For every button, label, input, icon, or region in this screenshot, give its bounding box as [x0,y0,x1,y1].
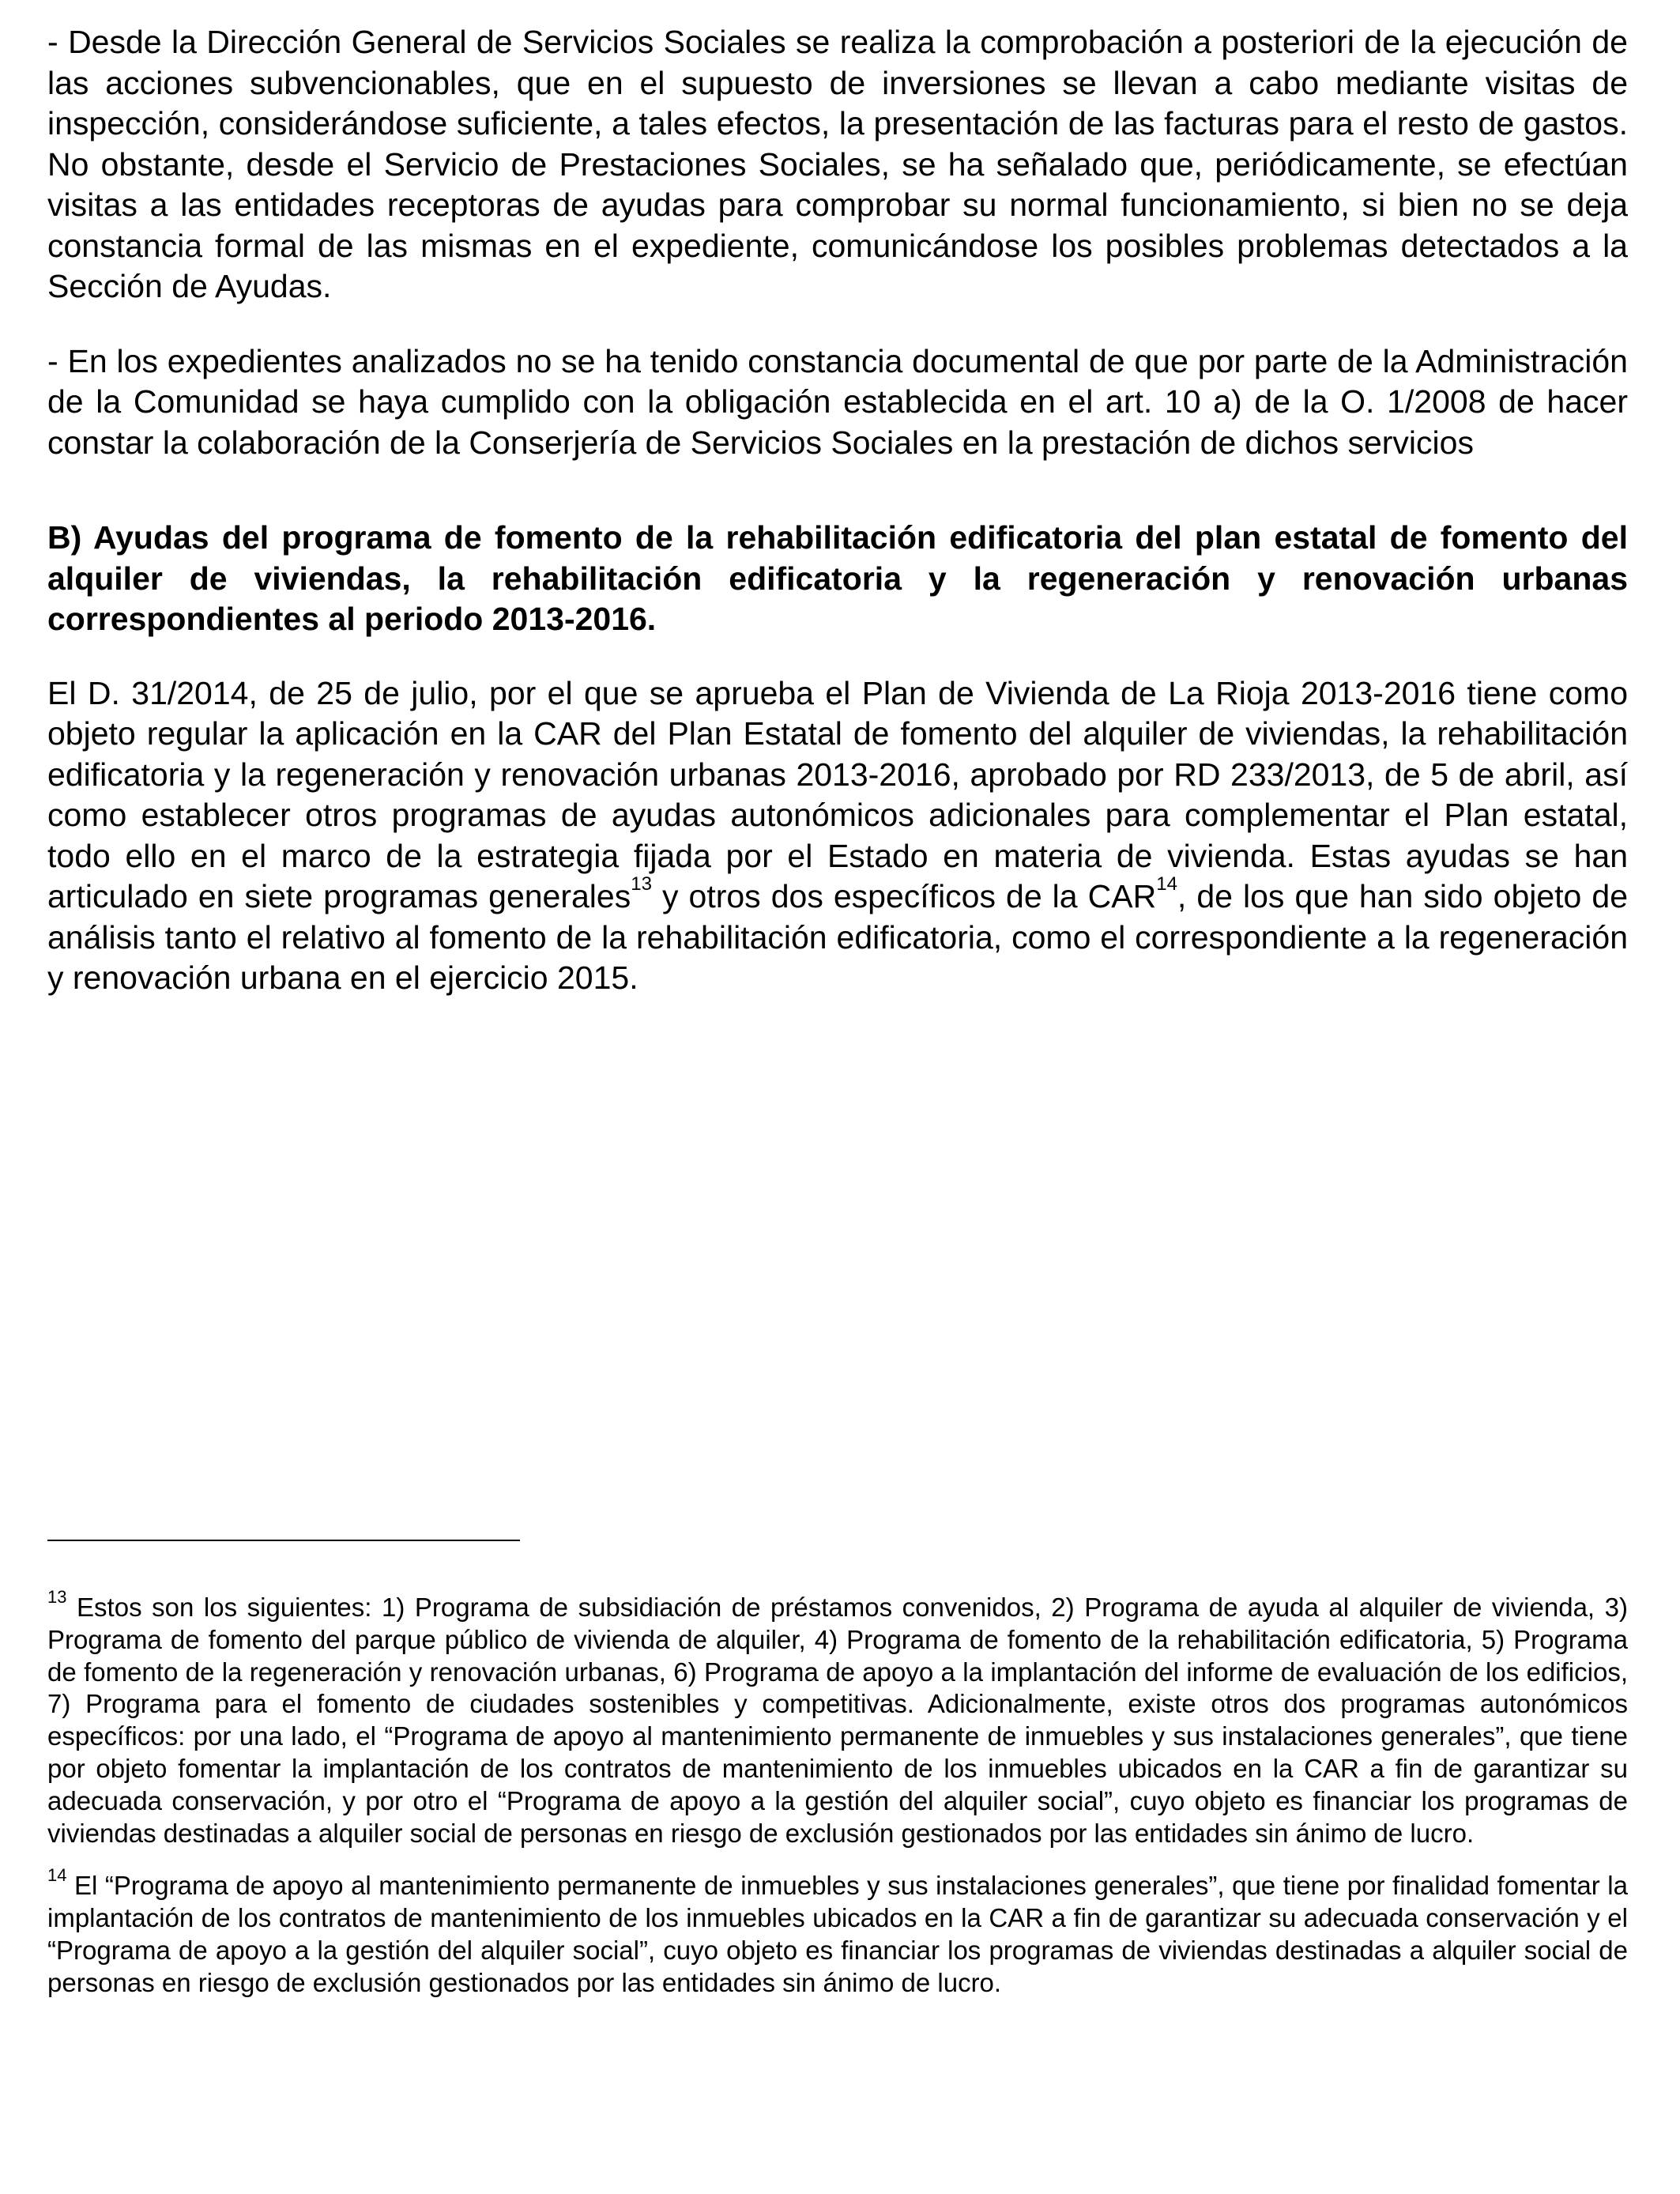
paragraph-plan-vivienda-text-2: y otros dos específicos de la CAR [651,878,1157,914]
footnote-13 [47,1587,1628,1849]
document-body [47,22,1628,999]
footnote-reference-13[interactable]: 13 [631,873,652,895]
footnote-reference-14[interactable]: 14 [1156,873,1177,895]
section-heading-b: B) Ayudas del programa de fomento de la rehabilitación edificatoria del plan estatal de fomento del alquiler de viviendas, la rehabilitación edificatoria y la regeneración y renovación urbanas correspondientes al periodo 2013-2016. [47,519,1628,637]
paragraph-collaboration: - En los expedientes analizados no se ha tenido constancia documental de que por parte de la Administración de la Comunidad se haya cumplido con la obligación establecida en el art. 10 a) de la O. 1/2008 de hacer constar la colaboración de la Conserjería de Servicios Sociales en la prestación de dichos servicios [47,342,1628,461]
footnotes-section [47,1540,1628,2000]
footnote-text: El “Programa de apoyo al mantenimiento permanente de inmuebles y sus instalaciones generales”, que tiene por finalidad fomentar la implantación de los contratos de mantenimiento de los inmuebles ubicados en la CAR a fin de garantizar su adecuada conservación y el “Programa de apoyo a la gestión del alquiler social”, cuyo objeto es financiar los programas de viviendas destinadas a alquiler social de personas en riesgo de exclusión gestionados por las entidades sin ánimo de lucro. [47,1871,1628,1997]
footnote-14 [47,1865,1628,1999]
paragraph-plan-vivienda [47,673,1628,999]
footnote-number: 13 [47,1587,67,1607]
footnote-text: Estos son los siguientes: 1) Programa de subsidiación de préstamos convenidos, 2) Programa de ayuda al alquiler de vivienda, 3) Programa de fomento del parque público de vivienda de alquiler, 4) Programa de fomento de la rehabilitación edificatoria, 5) Programa de fomento de la regeneración y renovación urbanas, 6) Programa de apoyo a la implantación del informe de evaluación de los edificios, 7) Programa para el fomento de ciudades sostenibles y competitivas. Adicionalmente, existe otros dos programas autonómicos específicos: por una lado, el “Programa de apoyo al mantenimiento permanente de inmuebles y sus instalaciones generales”, que tiene por objeto fomentar la implantación de los contratos de mantenimiento de los inmuebles ubicados en la CAR a fin de garantizar su adecuada conservación, y por otro el “Programa de apoyo a la gestión del alquiler social”, cuyo objeto es financiar los programas de viviendas destinadas a alquiler social de personas en riesgo de exclusión gestionados por las entidades sin ánimo de lucro. [47,1593,1628,1848]
paragraph-verification: - Desde la Dirección General de Servicios Sociales se realiza la comprobación a posteriori de la ejecución de las acciones subvencionables, que en el supuesto de inversiones se llevan a cabo mediante visitas de inspección, considerándose suficiente, a tales efectos, la presentación de las facturas para el resto de gastos. No obstante, desde el Servicio de Prestaciones Sociales, se ha señalado que, periódicamente, se efectúan visitas a las entidades receptoras de ayudas para comprobar su normal funcionamiento, si bien no se deja constancia formal de las mismas en el expediente, comunicándose los posibles problemas detectados a la Sección de Ayudas. [47,24,1628,304]
footnote-separator [47,1540,520,1541]
paragraph-plan-vivienda-text-3: , de los que han sido objeto de análisis tanto el relativo al fomento de la rehabilitación edificatoria, como el correspondiente a la regeneración y renovación urbana en el ejercicio 2015. [47,878,1629,996]
paragraph-plan-vivienda-text-1: El D. 31/2014, de 25 de julio, por el que se aprueba el Plan de Vivienda de La Rioja 2013-2016 tiene como objeto regular la aplicación en la CAR del Plan Estatal de fomento del alquiler de viviendas, la rehabilitación edificatoria y la regeneración y renovación urbanas 2013-2016, aprobado por RD 233/2013, de 5 de abril, así como establecer otros programas de ayudas autonómicos adicionales para complementar el Plan estatal, todo ello en el marco de la estrategia fijada por el Estado en materia de vivienda. Estas ayudas se han articulado en siete programas generales [47,674,1628,914]
footnote-number: 14 [47,1865,67,1886]
